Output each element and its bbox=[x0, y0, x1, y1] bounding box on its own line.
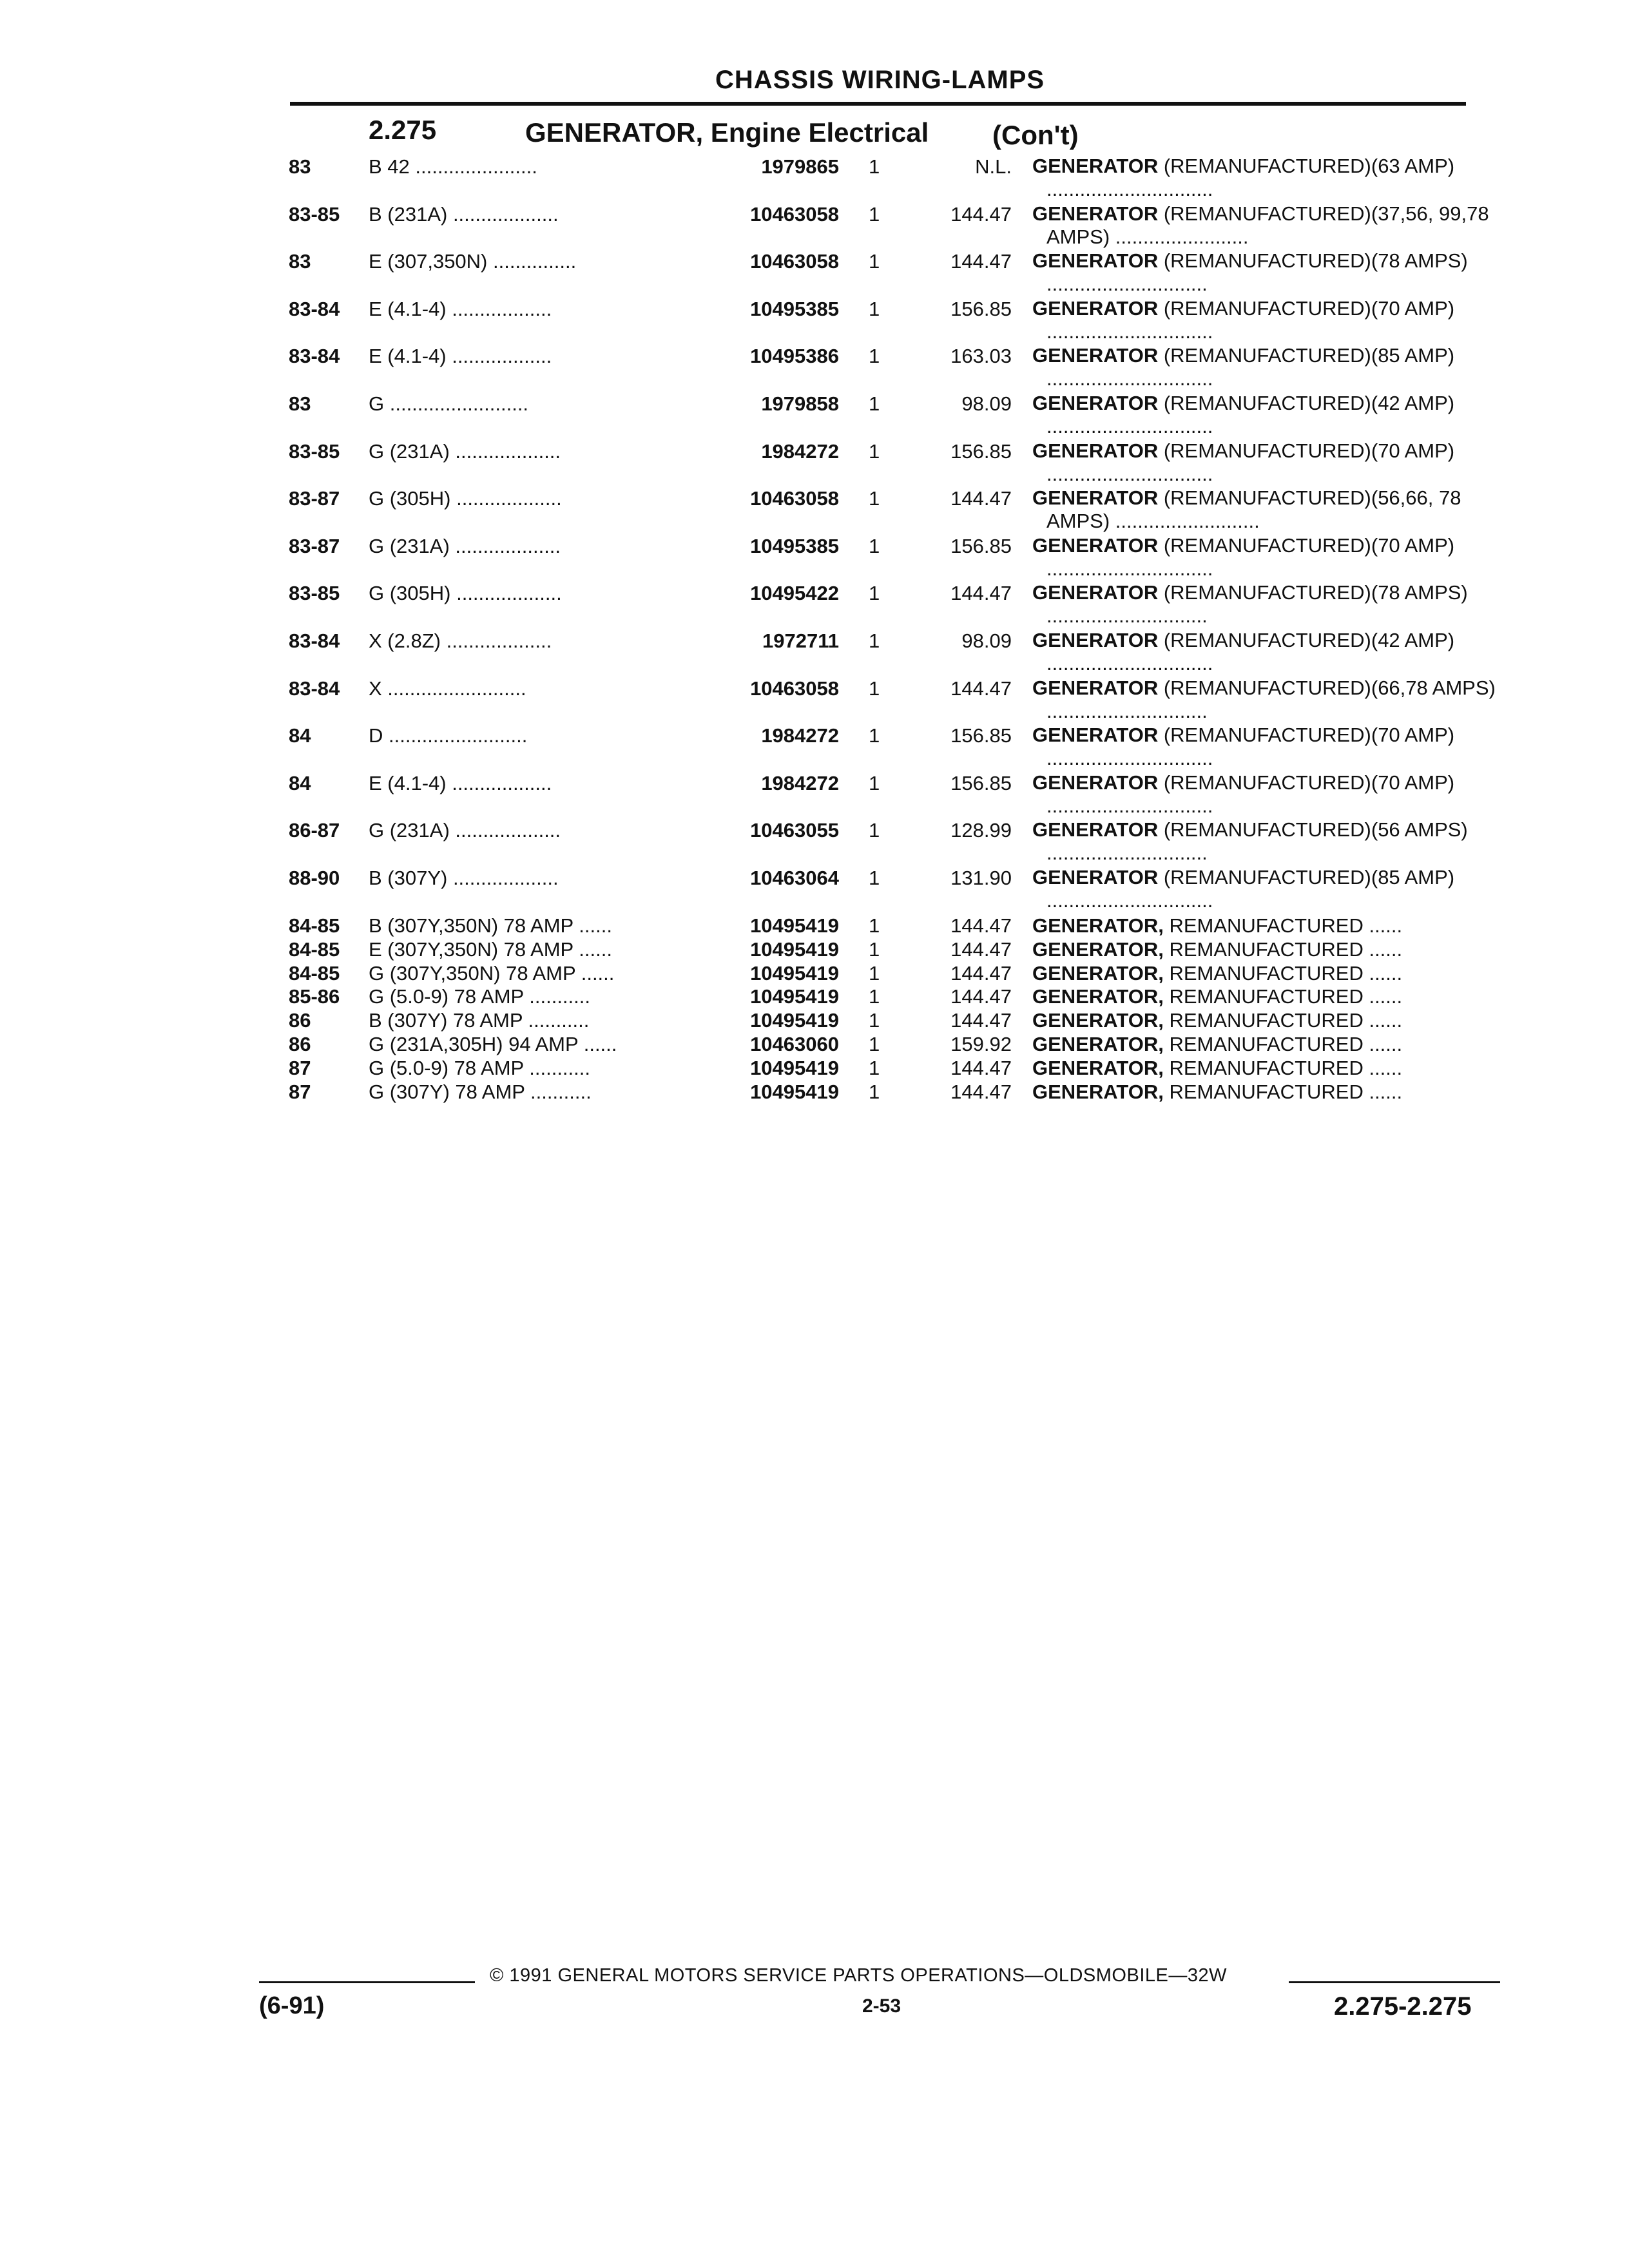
model-code: E (307,350N) ............... bbox=[369, 250, 577, 273]
model-code: G ......................... bbox=[369, 392, 529, 415]
table-row bbox=[0, 392, 1629, 437]
quantity: 1 bbox=[869, 392, 880, 415]
model-year: 84 bbox=[289, 724, 311, 747]
price: 159.92 bbox=[950, 1033, 1012, 1055]
section-number: 2.275 bbox=[369, 115, 437, 145]
price: N.L. bbox=[975, 155, 1012, 178]
price: 156.85 bbox=[950, 439, 1012, 463]
part-description: GENERATOR (REMANUFACTURED)(70 AMP) .............................. bbox=[1032, 771, 1455, 817]
table-row bbox=[0, 866, 1629, 912]
part-description: GENERATOR (REMANUFACTURED)(78 AMPS) ............................. bbox=[1032, 249, 1468, 296]
part-number: 10463058 bbox=[750, 250, 839, 273]
table-row bbox=[0, 155, 1629, 200]
quantity: 1 bbox=[869, 534, 880, 557]
model-year: 86-87 bbox=[289, 819, 340, 842]
part-description: GENERATOR (REMANUFACTURED)(85 AMP) .............................. bbox=[1032, 344, 1455, 390]
model-code: B 42 ...................... bbox=[369, 155, 537, 178]
part-description: GENERATOR (REMANUFACTURED)(78 AMPS) ............................. bbox=[1032, 581, 1468, 628]
part-number: 10463058 bbox=[750, 487, 839, 510]
table-row bbox=[0, 202, 1629, 248]
price: 144.47 bbox=[950, 961, 1012, 985]
table-row bbox=[0, 629, 1629, 675]
quantity: 1 bbox=[869, 297, 880, 320]
model-year: 84-85 bbox=[289, 914, 340, 937]
table-row bbox=[0, 296, 1629, 343]
part-number: 10495419 bbox=[750, 937, 839, 961]
model-year: 87 bbox=[289, 1080, 311, 1103]
part-description: GENERATOR (REMANUFACTURED)(66,78 AMPS) ............................. bbox=[1032, 676, 1496, 722]
model-year: 83 bbox=[289, 155, 311, 178]
model-code: X ......................... bbox=[369, 677, 526, 700]
part-description: GENERATOR, REMANUFACTURED ...... bbox=[1032, 1080, 1403, 1103]
part-description: GENERATOR (REMANUFACTURED)(70 AMP) .............................. bbox=[1032, 439, 1455, 485]
model-year: 83-85 bbox=[289, 582, 340, 605]
part-description: GENERATOR, REMANUFACTURED ...... bbox=[1032, 1009, 1403, 1032]
model-code: G (307Y,350N) 78 AMP ...... bbox=[369, 961, 615, 985]
quantity: 1 bbox=[869, 202, 880, 226]
quantity: 1 bbox=[869, 1033, 880, 1055]
model-year: 86 bbox=[289, 1009, 311, 1032]
part-description: GENERATOR, REMANUFACTURED ...... bbox=[1032, 985, 1403, 1008]
price: 144.47 bbox=[950, 487, 1012, 510]
part-description: GENERATOR (REMANUFACTURED)(42 AMP) .............................. bbox=[1032, 629, 1455, 675]
model-code: G (231A) ................... bbox=[369, 534, 561, 557]
model-code: G (5.0-9) 78 AMP ........... bbox=[369, 1056, 590, 1079]
table-row bbox=[0, 533, 1629, 580]
price: 144.47 bbox=[950, 914, 1012, 937]
table-row bbox=[0, 818, 1629, 865]
quantity: 1 bbox=[869, 867, 880, 889]
quantity: 1 bbox=[869, 345, 880, 368]
part-number: 1979865 bbox=[761, 155, 839, 178]
table-row bbox=[0, 676, 1629, 722]
quantity: 1 bbox=[869, 250, 880, 273]
section-title: GENERATOR, Engine Electrical bbox=[525, 117, 929, 148]
table-row bbox=[0, 914, 1629, 939]
model-year: 85-86 bbox=[289, 985, 340, 1008]
price: 128.99 bbox=[950, 819, 1012, 842]
price: 163.03 bbox=[950, 345, 1012, 368]
model-code: B (231A) ................... bbox=[369, 202, 559, 226]
model-code: B (307Y,350N) 78 AMP ...... bbox=[369, 914, 612, 937]
part-description: GENERATOR, REMANUFACTURED ...... bbox=[1032, 1033, 1403, 1055]
page-header: CHASSIS WIRING-LAMPS bbox=[715, 66, 1045, 94]
price: 156.85 bbox=[950, 297, 1012, 320]
price: 144.47 bbox=[950, 1080, 1012, 1103]
model-code: G (305H) ................... bbox=[369, 487, 562, 510]
price: 156.85 bbox=[950, 724, 1012, 747]
price: 144.47 bbox=[950, 985, 1012, 1008]
quantity: 1 bbox=[869, 629, 880, 652]
part-description: GENERATOR (REMANUFACTURED)(56,66, 78 AMPS) .......................... bbox=[1032, 486, 1461, 533]
part-number: 1984272 bbox=[761, 439, 839, 463]
table-row bbox=[0, 724, 1629, 770]
price: 144.47 bbox=[950, 677, 1012, 700]
quantity: 1 bbox=[869, 914, 880, 937]
part-number: 10495419 bbox=[750, 914, 839, 937]
model-year: 88-90 bbox=[289, 867, 340, 889]
price: 98.09 bbox=[961, 392, 1012, 415]
table-row bbox=[0, 486, 1629, 533]
price: 98.09 bbox=[961, 629, 1012, 652]
part-description: GENERATOR (REMANUFACTURED)(85 AMP) .............................. bbox=[1032, 866, 1455, 912]
revision-date: (6-91) bbox=[259, 1992, 325, 2019]
quantity: 1 bbox=[869, 724, 880, 747]
part-number: 1979858 bbox=[761, 392, 839, 415]
table-row bbox=[0, 771, 1629, 817]
model-year: 86 bbox=[289, 1033, 311, 1055]
part-description: GENERATOR (REMANUFACTURED)(56 AMPS) ............................. bbox=[1032, 818, 1468, 865]
quantity: 1 bbox=[869, 985, 880, 1008]
part-description: GENERATOR (REMANUFACTURED)(70 AMP) .............................. bbox=[1032, 533, 1455, 580]
table-row bbox=[0, 1080, 1629, 1106]
model-year: 83 bbox=[289, 250, 311, 273]
quantity: 1 bbox=[869, 439, 880, 463]
part-number: 10463058 bbox=[750, 202, 839, 226]
model-year: 84 bbox=[289, 771, 311, 794]
section-continued: (Con't) bbox=[992, 120, 1079, 150]
quantity: 1 bbox=[869, 1056, 880, 1079]
model-code: G (305H) ................... bbox=[369, 582, 562, 605]
model-year: 83-84 bbox=[289, 629, 340, 652]
part-description: GENERATOR, REMANUFACTURED ...... bbox=[1032, 914, 1403, 937]
part-number: 1984272 bbox=[761, 724, 839, 747]
part-description: GENERATOR, REMANUFACTURED ...... bbox=[1032, 937, 1403, 961]
quantity: 1 bbox=[869, 1009, 880, 1032]
model-year: 83 bbox=[289, 392, 311, 415]
footer-rule-left bbox=[259, 1981, 475, 1983]
model-code: D ......................... bbox=[369, 724, 528, 747]
section-range: 2.275-2.275 bbox=[1334, 1992, 1472, 2021]
model-code: E (4.1-4) .................. bbox=[369, 345, 552, 368]
quantity: 1 bbox=[869, 961, 880, 985]
part-number: 10495385 bbox=[750, 297, 839, 320]
model-code: G (231A) ................... bbox=[369, 819, 561, 842]
model-code: E (307Y,350N) 78 AMP ...... bbox=[369, 937, 612, 961]
model-year: 83-85 bbox=[289, 439, 340, 463]
table-row bbox=[0, 249, 1629, 296]
part-description: GENERATOR (REMANUFACTURED)(42 AMP) .............................. bbox=[1032, 392, 1455, 437]
part-number: 10463060 bbox=[750, 1033, 839, 1055]
table-row bbox=[0, 1056, 1629, 1082]
part-number: 1972711 bbox=[762, 629, 839, 652]
quantity: 1 bbox=[869, 487, 880, 510]
table-row bbox=[0, 985, 1629, 1010]
part-number: 1984272 bbox=[761, 771, 839, 794]
header-rule bbox=[290, 102, 1466, 106]
price: 156.85 bbox=[950, 771, 1012, 794]
table-row bbox=[0, 581, 1629, 628]
table-row bbox=[0, 1008, 1629, 1034]
model-year: 83-84 bbox=[289, 345, 340, 368]
part-number: 10463064 bbox=[750, 867, 839, 889]
part-description: GENERATOR (REMANUFACTURED)(70 AMP) .............................. bbox=[1032, 296, 1455, 343]
part-number: 10463058 bbox=[750, 677, 839, 700]
table-row bbox=[0, 344, 1629, 390]
model-year: 84-85 bbox=[289, 961, 340, 985]
quantity: 1 bbox=[869, 819, 880, 842]
model-year: 84-85 bbox=[289, 937, 340, 961]
part-description: GENERATOR (REMANUFACTURED)(37,56, 99,78 AMPS) ........................ bbox=[1032, 202, 1489, 248]
part-description: GENERATOR (REMANUFACTURED)(70 AMP) .............................. bbox=[1032, 724, 1455, 770]
part-number: 10495419 bbox=[750, 985, 839, 1008]
table-row bbox=[0, 439, 1629, 485]
model-year: 83-84 bbox=[289, 297, 340, 320]
price: 144.47 bbox=[950, 202, 1012, 226]
page-number: 2-53 bbox=[862, 1995, 901, 2017]
model-code: B (307Y) 78 AMP ........... bbox=[369, 1009, 590, 1032]
price: 144.47 bbox=[950, 1009, 1012, 1032]
model-code: G (231A,305H) 94 AMP ...... bbox=[369, 1033, 617, 1055]
model-year: 83-85 bbox=[289, 202, 340, 226]
model-code: G (5.0-9) 78 AMP ........... bbox=[369, 985, 590, 1008]
quantity: 1 bbox=[869, 155, 880, 178]
part-number: 10495422 bbox=[750, 582, 839, 605]
price: 156.85 bbox=[950, 534, 1012, 557]
part-description: GENERATOR, REMANUFACTURED ...... bbox=[1032, 1056, 1403, 1079]
part-number: 10495419 bbox=[750, 1080, 839, 1103]
model-code: X (2.8Z) ................... bbox=[369, 629, 552, 652]
part-number: 10463055 bbox=[750, 819, 839, 842]
quantity: 1 bbox=[869, 937, 880, 961]
quantity: 1 bbox=[869, 771, 880, 794]
footer-rule-right bbox=[1289, 1981, 1500, 1983]
model-year: 87 bbox=[289, 1056, 311, 1079]
model-code: E (4.1-4) .................. bbox=[369, 771, 552, 794]
model-year: 83-87 bbox=[289, 487, 340, 510]
price: 144.47 bbox=[950, 250, 1012, 273]
model-code: G (307Y) 78 AMP ........... bbox=[369, 1080, 592, 1103]
part-number: 10495419 bbox=[750, 961, 839, 985]
price: 131.90 bbox=[950, 867, 1012, 889]
part-description: GENERATOR (REMANUFACTURED)(63 AMP) .............................. bbox=[1032, 155, 1455, 200]
model-year: 83-87 bbox=[289, 534, 340, 557]
part-description: GENERATOR, REMANUFACTURED ...... bbox=[1032, 961, 1403, 985]
price: 144.47 bbox=[950, 937, 1012, 961]
part-number: 10495419 bbox=[750, 1056, 839, 1079]
quantity: 1 bbox=[869, 677, 880, 700]
part-number: 10495386 bbox=[750, 345, 839, 368]
quantity: 1 bbox=[869, 1080, 880, 1103]
price: 144.47 bbox=[950, 582, 1012, 605]
part-number: 10495419 bbox=[750, 1009, 839, 1032]
price: 144.47 bbox=[950, 1056, 1012, 1079]
table-row bbox=[0, 961, 1629, 987]
table-row bbox=[0, 1032, 1629, 1058]
copyright-notice: © 1991 GENERAL MOTORS SERVICE PARTS OPERATIONS—OLDSMOBILE—32W bbox=[490, 1965, 1227, 1986]
model-year: 83-84 bbox=[289, 677, 340, 700]
model-code: E (4.1-4) .................. bbox=[369, 297, 552, 320]
model-code: B (307Y) ................... bbox=[369, 867, 559, 889]
quantity: 1 bbox=[869, 582, 880, 605]
table-row bbox=[0, 937, 1629, 963]
model-code: G (231A) ................... bbox=[369, 439, 561, 463]
part-number: 10495385 bbox=[750, 534, 839, 557]
